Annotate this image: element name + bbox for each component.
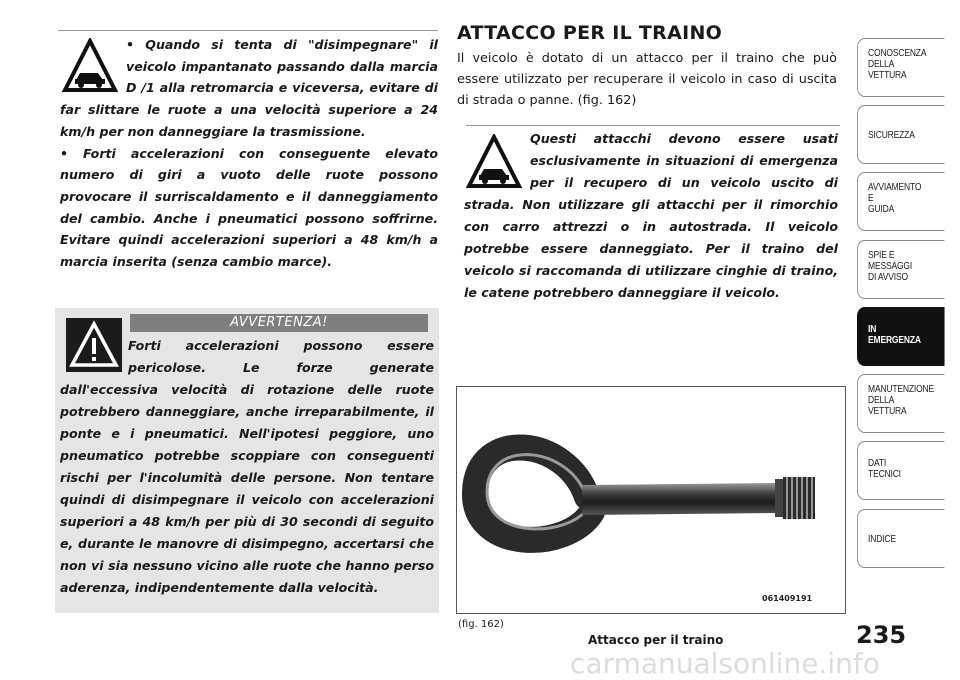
chapter-tab-label: VETTURA — [868, 70, 907, 81]
chapter-tab-label: DATI — [868, 458, 887, 469]
tow-note-text: Questi attacchi devono essere usati esclusivamente in situazioni di emergenza per il recupero di un veicolo uscito di strada. Non utilizzare gli attacchi per il rimorchio con carro attrezzi o in autostrada. Il veicolo potrebbe essere danneggiato. Per il traino del veicolo si raccomanda di utilizzare cinghie di traino, le catene potrebbero danneggiare il veicolo. — [464, 131, 838, 300]
chapter-tab-label: AVVIAMENTO — [868, 182, 922, 193]
warning-text: Forti accelerazioni possono essere pericolose. Le forze generate dall'eccessiva velocità di rotazione delle ruote potrebbero danneggiare, anche irreparabilmente, il ponte e i pneumatici. Nell'ipotesi peggiore, uno pneumatico potrebbe scoppiare con conseguenti rischi per l'incolumità delle persone. Non tentare quindi di disimpegnare il veicolo con accelerazioni superiori a 48 km/h per più di 30 secondi di seguito e, durante le manovre di disimpegno, accertarsi che non vi sia nessuno vicino alle ruote che hanno perso aderenza, indipendentemente dalla velocità. — [60, 338, 434, 595]
chapter-tab[interactable] — [857, 307, 945, 366]
chapter-tab-label: SPIE E — [868, 250, 895, 261]
warning-text-block — [60, 335, 434, 599]
page-number: 235 — [856, 621, 907, 649]
chapter-tab[interactable] — [857, 105, 945, 164]
chapter-tab[interactable] — [857, 38, 945, 97]
chapter-tab-label: DI AVVISO — [868, 272, 908, 283]
note-acceleration: • Forti accelerazioni con conseguente elevato numero di giri a vuoto delle ruote possono provocare il surriscaldamento e il danneggiamento del cambio. Anche i pneumatici possono soffrirne. Evitare quindi accelerazioni superiori a 48 km/h a marcia inserita (senza cambio marce). — [60, 145, 438, 270]
warning-title: AVVERTENZA! — [130, 314, 428, 332]
chapter-tab-label: DELLA — [868, 395, 895, 406]
rule-top-center — [466, 125, 840, 126]
tow-hook-illustration — [457, 387, 845, 613]
section-heading: ATTACCO PER IL TRAINO — [457, 22, 723, 44]
chapter-tab-label: GUIDA — [868, 204, 895, 215]
chapter-tab-label: CONOSCENZA — [868, 48, 927, 59]
chapter-tab-label: MESSAGGI — [868, 261, 913, 272]
chapter-tab-label: DELLA — [868, 59, 895, 70]
watermark: carmanualsonline.info — [570, 647, 880, 680]
chapter-tab[interactable] — [857, 172, 945, 231]
chapter-tab[interactable] — [857, 374, 945, 433]
tow-hook-figure — [456, 386, 846, 614]
footer-section-title: Attacco per il traino — [588, 633, 724, 647]
chapter-tab-label: IN — [868, 324, 877, 335]
chapter-tab-label: E — [868, 193, 874, 204]
chapter-tab[interactable] — [857, 240, 945, 299]
intro-paragraph: Il veicolo è dotato di un attacco per il traino che può essere utilizzato per recuperare il veicolo in caso di uscita di strada o panne. (fig. 162) — [457, 51, 837, 108]
note-transmission: • Quando si tenta di "disimpegnare" il veicolo impantanato passando dalla marcia D /1 alla retromarcia e viceversa, evitare di far slittare le ruote a una velocità superiore a 24 km/h per non danneggiare la trasmissione. — [60, 37, 438, 139]
figure-caption: (fig. 162) — [458, 619, 504, 630]
chapter-tab-label: VETTURA — [868, 406, 907, 417]
figure-code: 061409191 — [762, 594, 813, 603]
tow-caution-note — [464, 128, 838, 304]
chapter-tab-label: SICUREZZA — [868, 130, 915, 141]
chapter-tab-label: EMERGENZA — [868, 335, 921, 346]
rule-top-left — [58, 30, 438, 31]
chapter-tab[interactable] — [857, 441, 945, 500]
chapter-tab-label: MANUTENZIONE — [868, 384, 935, 395]
chapter-tab[interactable] — [857, 509, 945, 568]
chapter-tab-label: INDICE — [868, 534, 896, 545]
caution-note — [60, 34, 438, 273]
chapter-tab-label: TECNICI — [868, 469, 901, 480]
